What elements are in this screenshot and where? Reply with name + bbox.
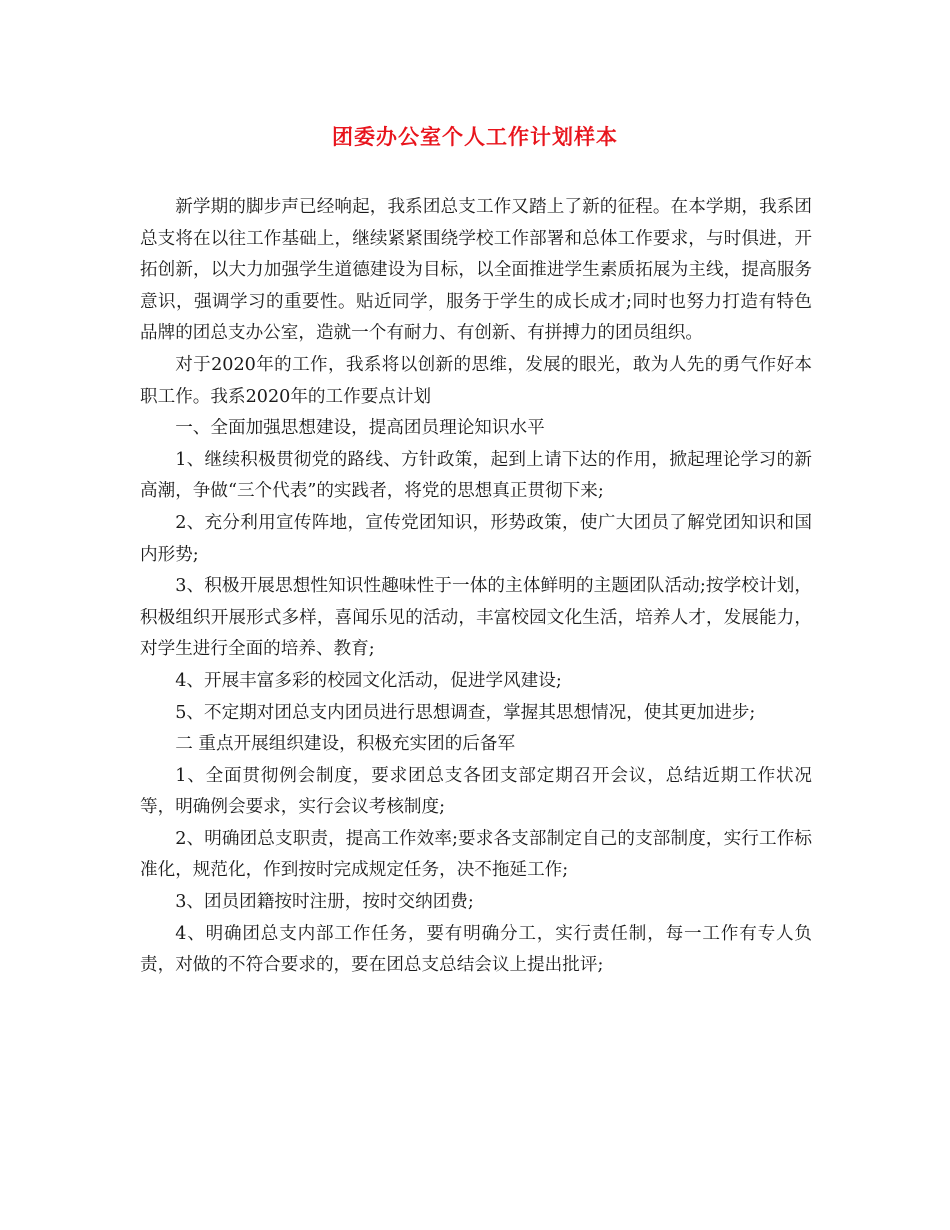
section-heading-1: 一、全面加强思想建设，提高团员理论知识水平 — [175, 418, 545, 439]
list-item: 2、明确团总支职责，提高工作效率;要求各支部制定自己的支部制度，实行工作标准化，规范化，作到按时完成规定任务，决不拖延工作; — [140, 828, 812, 881]
list-item: 4、开展丰富多彩的校园文化活动，促进学风建设; — [175, 670, 562, 691]
list-item: 1、继续积极贯彻党的路线、方针政策，起到上请下达的作用，掀起理论学习的新高潮，争做“三个代表”的实践者，将党的思想真正贯彻下来; — [140, 449, 812, 502]
list-item: 4、明确团总支内部工作任务，要有明确分工，实行责任制，每一工作有专人负责，对做的不符合要求的，要在团总支总结会议上提出批评; — [140, 923, 812, 976]
list-item: 5、不定期对团总支内团员进行思想调查，掌握其思想情况，使其更加进步; — [175, 702, 756, 723]
section-heading-2: 二 重点开展组织建设，积极充实团的后备军 — [175, 734, 516, 755]
list-item: 2、充分利用宣传阵地，宣传党团知识，形势政策，使广大团员了解党团知识和国内形势; — [140, 512, 812, 565]
document-title: 团委办公室个人工作计划样本 — [332, 124, 618, 149]
paragraph-intro: 新学期的脚步声已经响起，我系团总支工作又踏上了新的征程。在本学期，我系团总支将在以往工作基础上，继续紧紧围绕学校工作部署和总体工作要求，与时俱进，开拓创新，以大力加强学生道德建设为目标，以全面推进学生素质拓展为主线，提高服务意识，强调学习的重要性。贴近同学，服务于学生的成长成才;同时也努力打造有特色品牌的团总支办公室，造就一个有耐力、有创新、有拼搏力的团员组织。 — [140, 197, 812, 344]
paragraph-year-plan: 对于2020年的工作，我系将以创新的思维，发展的眼光，敢为人先的勇气作好本职工作。我系2020年的工作要点计划 — [140, 354, 812, 407]
document-body — [140, 192, 812, 982]
list-item: 3、积极开展思想性知识性趣味性于一体的主体鲜明的主题团队活动;按学校计划，积极组织开展形式多样，喜闻乐见的活动，丰富校园文化生活，培养人才，发展能力，对学生进行全面的培养、教育; — [140, 576, 812, 660]
list-item: 3、团员团籍按时注册，按时交纳团费; — [175, 892, 474, 913]
list-item: 1、全面贯彻例会制度，要求团总支各团支部定期召开会议，总结近期工作状况等，明确例会要求，实行会议考核制度; — [140, 765, 812, 818]
